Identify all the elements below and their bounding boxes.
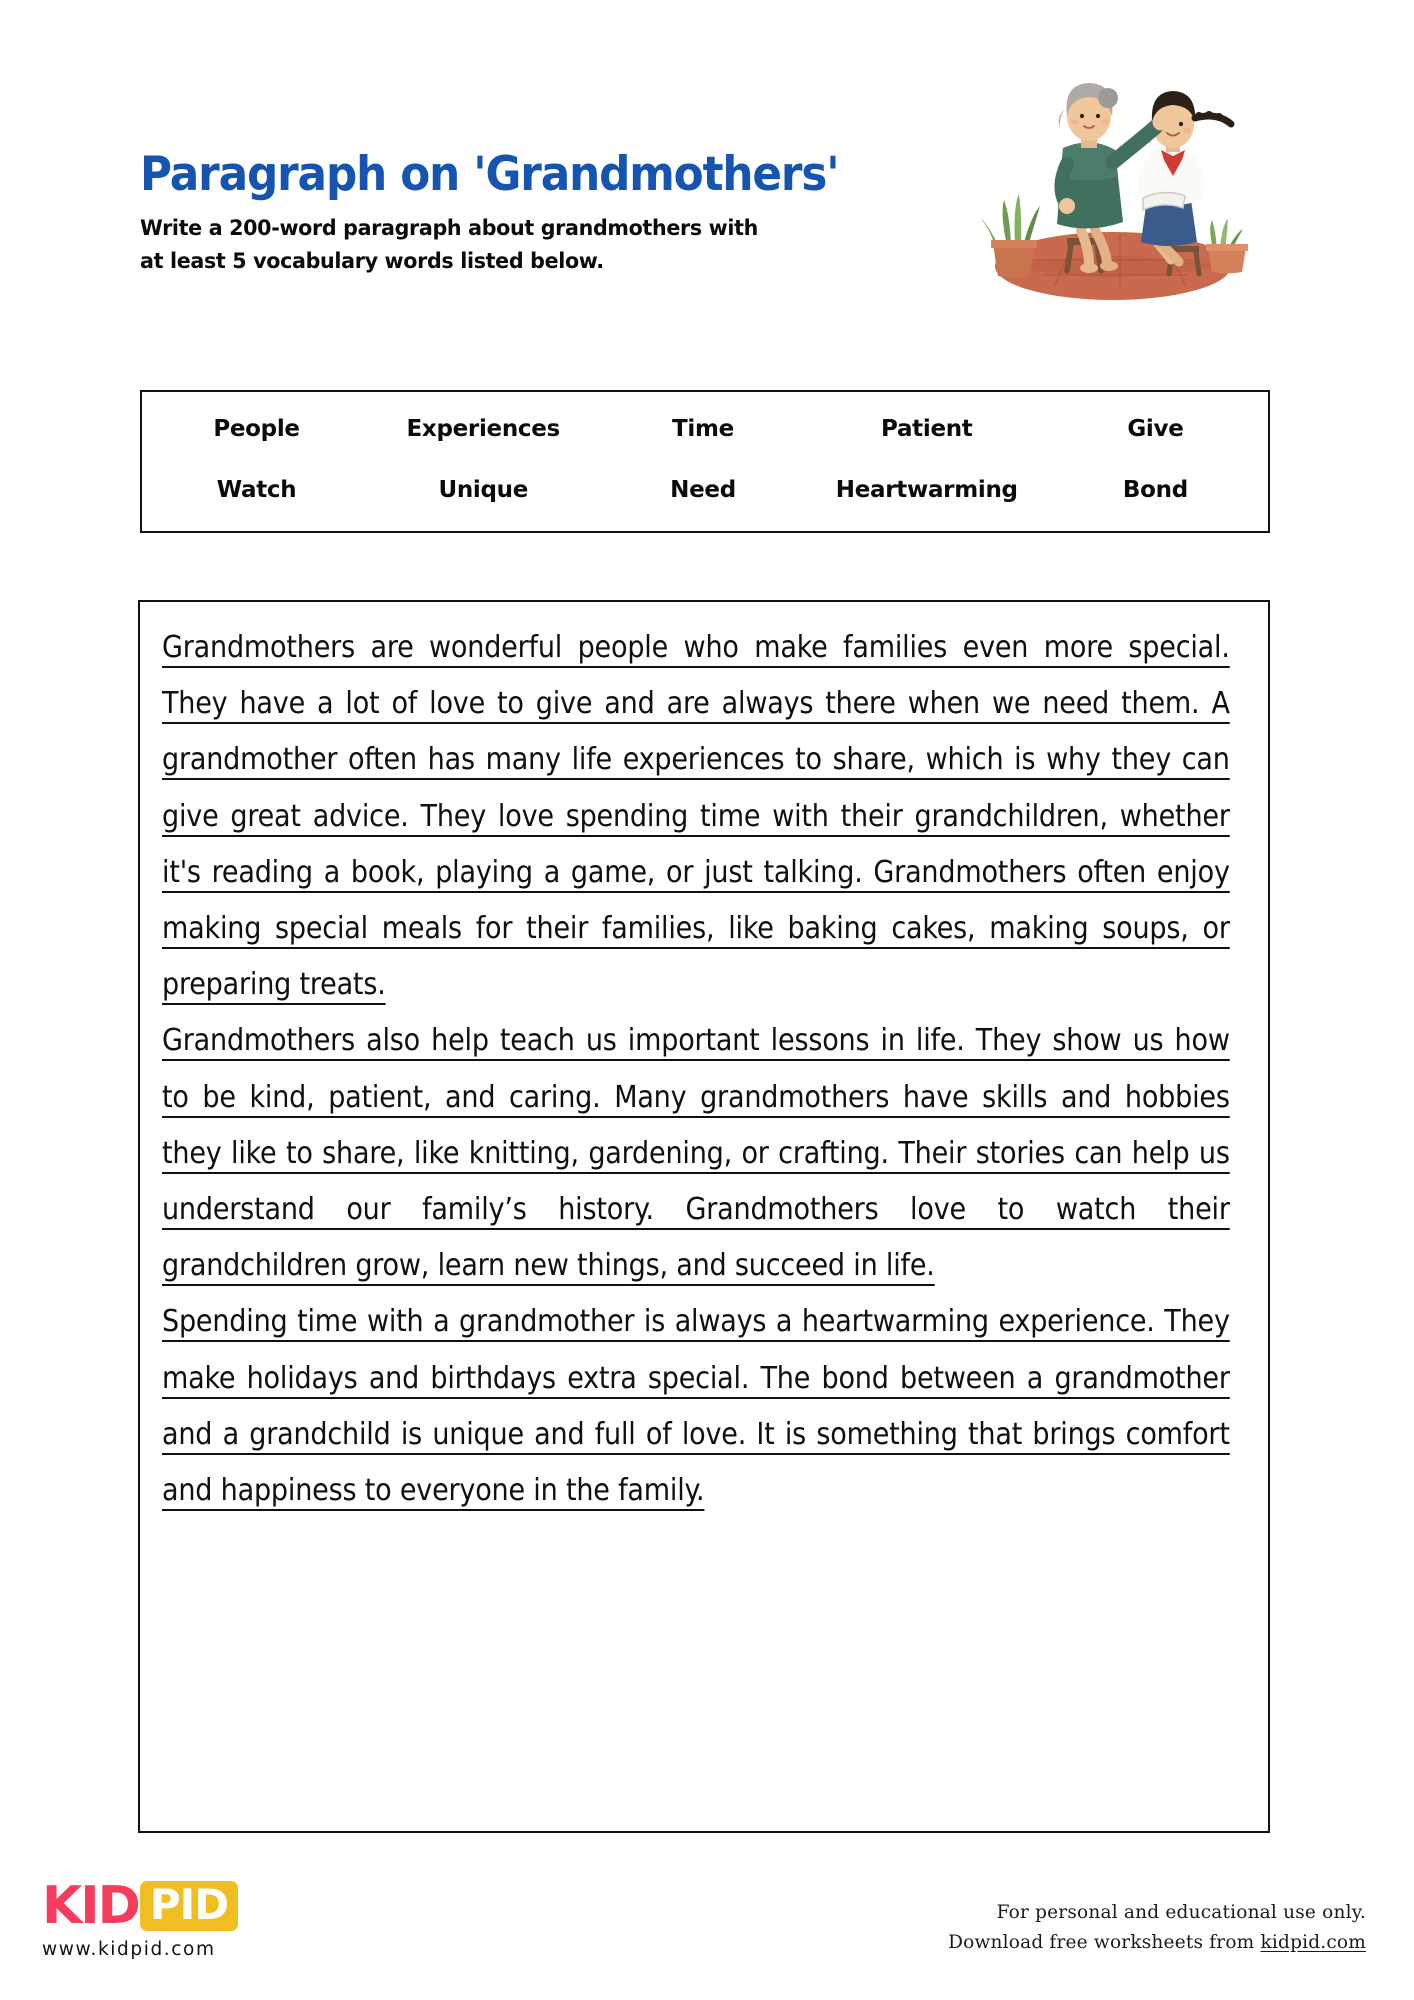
vocab-word: Patient — [881, 415, 973, 442]
logo-pid-badge — [140, 1881, 238, 1931]
logo-row — [42, 1878, 382, 1934]
worksheet-instructions: Write a 200-word paragraph about grandmothers with at least 5 vocabulary words listed below. — [140, 216, 758, 275]
vocab-word: Time — [672, 415, 734, 442]
kidpid-logo[interactable] — [42, 1878, 382, 1960]
kidpid-link[interactable]: kidpid.com — [1260, 1931, 1366, 1953]
page-title: Paragraph on 'Grandmothers' — [140, 147, 839, 202]
logo-website-url: www.kidpid.com — [42, 1939, 216, 1960]
vocabulary-grid — [142, 392, 1268, 531]
vocab-word: Watch — [216, 477, 297, 504]
footer-note-line-1: For personal and educational use only. — [996, 1902, 1366, 1923]
worksheet-header — [140, 147, 960, 279]
paragraph-text: Spending time with a grandmother is always a heartwarming experience. They make holidays and birthdays extra special. The bond between a grandmother and a grandchild is unique and full of love. It is something that brings comfort and happiness to everyone in the family. — [162, 1304, 1230, 1509]
footer-note-line-2 — [948, 1928, 1366, 1958]
logo-pid-text: PID — [149, 1880, 229, 1929]
vocab-word: Need — [670, 477, 736, 504]
footer-note-prefix: Download free worksheets from — [948, 1931, 1261, 1953]
vocab-word: People — [213, 415, 300, 442]
vocab-word: Bond — [1122, 477, 1188, 504]
logo-kid-text: KID — [42, 1876, 139, 1936]
paragraph-text: Grandmothers also help teach us important lessons in life. They show us how to be kind, patient, and caring. Many grandmothers have skills and hobbies they like to share, like knitting, gardening, or crafting. Their stories can help us understand our family’s history. Grandmothers love to watch their grandchildren grow, learn new things, and succeed in life. — [162, 1023, 1230, 1284]
vocab-word: Unique — [438, 477, 529, 504]
paragraph-text: Grandmothers are wonderful people who make families even more special. They have a lot of love to give and are always there when we need them. A grandmother often has many life experiences to share, which is why they can give great advice. They love spending time with their grandchildren, whether it's reading a book, playing a game, or just talking. Grandmothers often enjoy making special meals for their families, like baking cakes, making soups, or preparing treats. — [162, 630, 1230, 1003]
vocab-word: Experiences — [406, 415, 560, 442]
footer-usage-note — [948, 1898, 1366, 1958]
vocab-word: Heartwarming — [835, 477, 1018, 504]
vocabulary-box — [140, 390, 1270, 533]
vocab-word: Give — [1127, 415, 1184, 442]
paragraph-answer-box[interactable] — [138, 600, 1270, 1833]
grandmother-granddaughter-illustration — [955, 70, 1265, 305]
